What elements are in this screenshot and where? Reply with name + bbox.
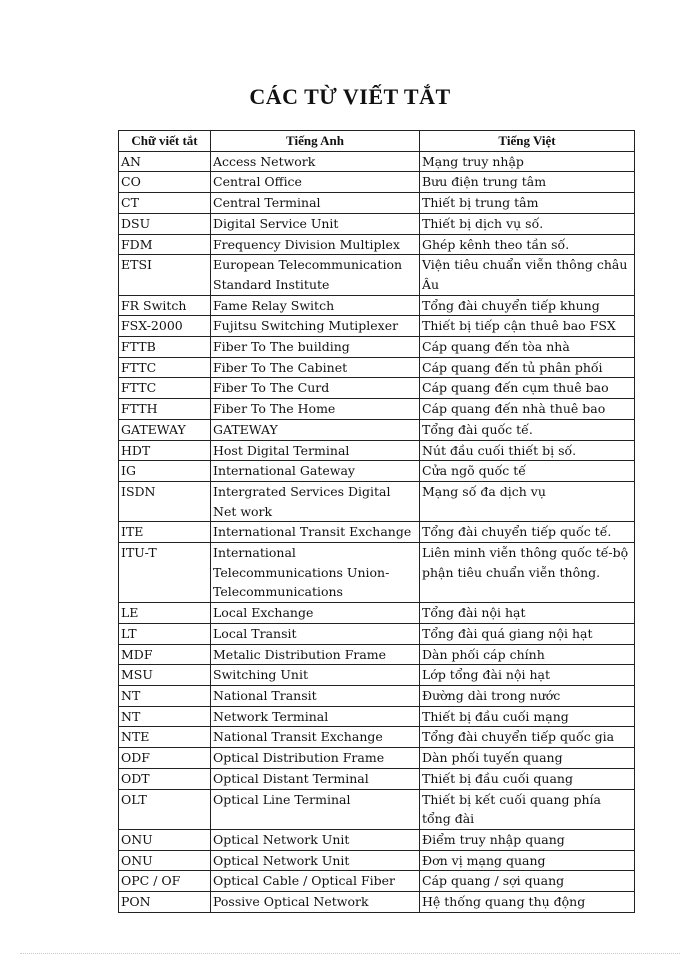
cell-abbreviation: LT bbox=[119, 623, 211, 644]
table-row bbox=[119, 295, 635, 316]
cell-english: Optical Network Unit bbox=[211, 829, 420, 850]
cell-vietnamese: Đường dài trong nước bbox=[420, 685, 635, 706]
cell-vietnamese: Cáp quang đến tòa nhà bbox=[420, 337, 635, 358]
cell-vietnamese: Lớp tổng đài nội hạt bbox=[420, 665, 635, 686]
cell-english: Central Terminal bbox=[211, 193, 420, 214]
cell-english: International Gateway bbox=[211, 461, 420, 482]
cell-english: Fiber To The Home bbox=[211, 399, 420, 420]
cell-abbreviation: ITU-T bbox=[119, 543, 211, 603]
table-row bbox=[119, 357, 635, 378]
cell-english: Local Transit bbox=[211, 623, 420, 644]
cell-abbreviation: NTE bbox=[119, 727, 211, 748]
cell-english: Intergrated Services Digital Net work bbox=[211, 481, 420, 521]
header-abbreviation: Chữ viết tắt bbox=[119, 131, 211, 152]
cell-vietnamese: Điểm truy nhập quang bbox=[420, 829, 635, 850]
cell-english: Switching Unit bbox=[211, 665, 420, 686]
table-row bbox=[119, 461, 635, 482]
cell-english: Fiber To The building bbox=[211, 337, 420, 358]
cell-vietnamese: Liên minh viễn thông quốc tế-bộ phận tiêu chuẩn viễn thông. bbox=[420, 543, 635, 603]
table-row bbox=[119, 213, 635, 234]
header-english: Tiếng Anh bbox=[211, 131, 420, 152]
cell-vietnamese: Tổng đài quốc tế. bbox=[420, 419, 635, 440]
table-row bbox=[119, 172, 635, 193]
cell-vietnamese: Tổng đài chuyển tiếp khung bbox=[420, 295, 635, 316]
table-row bbox=[119, 481, 635, 521]
cell-abbreviation: ODT bbox=[119, 768, 211, 789]
cell-vietnamese: Thiết bị trung tâm bbox=[420, 193, 635, 214]
cell-english: International Transit Exchange bbox=[211, 522, 420, 543]
table-body bbox=[119, 151, 635, 912]
table-row bbox=[119, 234, 635, 255]
cell-vietnamese: Bưu điện trung tâm bbox=[420, 172, 635, 193]
cell-vietnamese: Cáp quang đến tủ phân phối bbox=[420, 357, 635, 378]
table-row bbox=[119, 337, 635, 358]
cell-vietnamese: Dàn phối tuyến quang bbox=[420, 748, 635, 769]
cell-english: International Telecommunications Union-Telecommunications bbox=[211, 543, 420, 603]
table-row bbox=[119, 748, 635, 769]
table-row bbox=[119, 316, 635, 337]
cell-english: Access Network bbox=[211, 151, 420, 172]
cell-vietnamese: Cáp quang đến cụm thuê bao bbox=[420, 378, 635, 399]
cell-abbreviation: FTTB bbox=[119, 337, 211, 358]
cell-english: National Transit bbox=[211, 685, 420, 706]
table-row bbox=[119, 789, 635, 829]
cell-vietnamese: Cửa ngõ quốc tế bbox=[420, 461, 635, 482]
table-header-row bbox=[119, 131, 635, 152]
cell-abbreviation: PON bbox=[119, 892, 211, 913]
table-row bbox=[119, 768, 635, 789]
cell-abbreviation: OLT bbox=[119, 789, 211, 829]
cell-vietnamese: Cáp quang / sợi quang bbox=[420, 871, 635, 892]
table-row bbox=[119, 151, 635, 172]
cell-abbreviation: CT bbox=[119, 193, 211, 214]
cell-vietnamese: Thiết bị đầu cuối quang bbox=[420, 768, 635, 789]
cell-abbreviation: GATEWAY bbox=[119, 419, 211, 440]
cell-english: Network Terminal bbox=[211, 706, 420, 727]
cell-english: European Telecommunication Standard Institute bbox=[211, 255, 420, 295]
cell-abbreviation: FDM bbox=[119, 234, 211, 255]
cell-vietnamese: Mạng số đa dịch vụ bbox=[420, 481, 635, 521]
table-row bbox=[119, 543, 635, 603]
cell-abbreviation: ETSI bbox=[119, 255, 211, 295]
cell-english: Local Exchange bbox=[211, 603, 420, 624]
cell-english: Host Digital Terminal bbox=[211, 440, 420, 461]
table-row bbox=[119, 255, 635, 295]
cell-vietnamese: Tổng đài chuyển tiếp quốc tế. bbox=[420, 522, 635, 543]
cell-vietnamese: Thiết bị tiếp cận thuê bao FSX bbox=[420, 316, 635, 337]
cell-english: Optical Cable / Optical Fiber bbox=[211, 871, 420, 892]
cell-abbreviation: HDT bbox=[119, 440, 211, 461]
cell-vietnamese: Tổng đài nội hạt bbox=[420, 603, 635, 624]
table-row bbox=[119, 623, 635, 644]
cell-vietnamese: Mạng truy nhập bbox=[420, 151, 635, 172]
cell-vietnamese: Viện tiêu chuẩn viễn thông châu Âu bbox=[420, 255, 635, 295]
cell-abbreviation: ITE bbox=[119, 522, 211, 543]
cell-abbreviation: ONU bbox=[119, 829, 211, 850]
cell-vietnamese: Ghép kênh theo tần số. bbox=[420, 234, 635, 255]
cell-abbreviation: IG bbox=[119, 461, 211, 482]
cell-vietnamese: Dàn phối cáp chính bbox=[420, 644, 635, 665]
table-row bbox=[119, 440, 635, 461]
cell-abbreviation: FSX-2000 bbox=[119, 316, 211, 337]
cell-english: Central Office bbox=[211, 172, 420, 193]
cell-english: National Transit Exchange bbox=[211, 727, 420, 748]
cell-english: Fame Relay Switch bbox=[211, 295, 420, 316]
cell-english: Optical Line Terminal bbox=[211, 789, 420, 829]
cell-english: Frequency Division Multiplex bbox=[211, 234, 420, 255]
cell-abbreviation: AN bbox=[119, 151, 211, 172]
header-vietnamese: Tiếng Việt bbox=[420, 131, 635, 152]
cell-abbreviation: DSU bbox=[119, 213, 211, 234]
table-row bbox=[119, 399, 635, 420]
table-row bbox=[119, 193, 635, 214]
abbreviations-table bbox=[118, 130, 635, 913]
table-row bbox=[119, 892, 635, 913]
cell-english: Digital Service Unit bbox=[211, 213, 420, 234]
cell-abbreviation: LE bbox=[119, 603, 211, 624]
table-row bbox=[119, 522, 635, 543]
page-title: CÁC TỪ VIẾT TẮT bbox=[249, 84, 451, 109]
cell-vietnamese: Đơn vị mạng quang bbox=[420, 850, 635, 871]
table-row bbox=[119, 644, 635, 665]
table-row bbox=[119, 871, 635, 892]
cell-english: Fiber To The Curd bbox=[211, 378, 420, 399]
cell-abbreviation: FTTC bbox=[119, 378, 211, 399]
table-row bbox=[119, 706, 635, 727]
cell-english: Metalic Distribution Frame bbox=[211, 644, 420, 665]
cell-abbreviation: FTTH bbox=[119, 399, 211, 420]
cell-abbreviation: ONU bbox=[119, 850, 211, 871]
table-row bbox=[119, 419, 635, 440]
cell-vietnamese: Thiết bị đầu cuối mạng bbox=[420, 706, 635, 727]
cell-vietnamese: Nút đầu cuối thiết bị số. bbox=[420, 440, 635, 461]
cell-vietnamese: Thiết bị kết cuối quang phía tổng đài bbox=[420, 789, 635, 829]
cell-abbreviation: MSU bbox=[119, 665, 211, 686]
cell-english: Optical Distant Terminal bbox=[211, 768, 420, 789]
table-row bbox=[119, 378, 635, 399]
cell-abbreviation: MDF bbox=[119, 644, 211, 665]
table-row bbox=[119, 685, 635, 706]
cell-abbreviation: OPC / OF bbox=[119, 871, 211, 892]
cell-vietnamese: Hệ thống quang thụ động bbox=[420, 892, 635, 913]
cell-english: Fiber To The Cabinet bbox=[211, 357, 420, 378]
cell-abbreviation: CO bbox=[119, 172, 211, 193]
cell-vietnamese: Tổng đài chuyển tiếp quốc gia bbox=[420, 727, 635, 748]
table-row bbox=[119, 850, 635, 871]
cell-abbreviation: ISDN bbox=[119, 481, 211, 521]
cell-abbreviation: NT bbox=[119, 706, 211, 727]
cell-abbreviation: FR Switch bbox=[119, 295, 211, 316]
table-row bbox=[119, 665, 635, 686]
cell-english: Possive Optical Network bbox=[211, 892, 420, 913]
cell-vietnamese: Thiết bị dịch vụ số. bbox=[420, 213, 635, 234]
page-divider bbox=[20, 953, 680, 954]
cell-abbreviation: ODF bbox=[119, 748, 211, 769]
cell-english: Fujitsu Switching Mutiplexer bbox=[211, 316, 420, 337]
cell-vietnamese: Tổng đài quá giang nội hạt bbox=[420, 623, 635, 644]
table-row bbox=[119, 727, 635, 748]
table-row bbox=[119, 829, 635, 850]
table-row bbox=[119, 603, 635, 624]
cell-vietnamese: Cáp quang đến nhà thuê bao bbox=[420, 399, 635, 420]
cell-english: GATEWAY bbox=[211, 419, 420, 440]
cell-english: Optical Network Unit bbox=[211, 850, 420, 871]
cell-abbreviation: NT bbox=[119, 685, 211, 706]
cell-abbreviation: FTTC bbox=[119, 357, 211, 378]
cell-english: Optical Distribution Frame bbox=[211, 748, 420, 769]
